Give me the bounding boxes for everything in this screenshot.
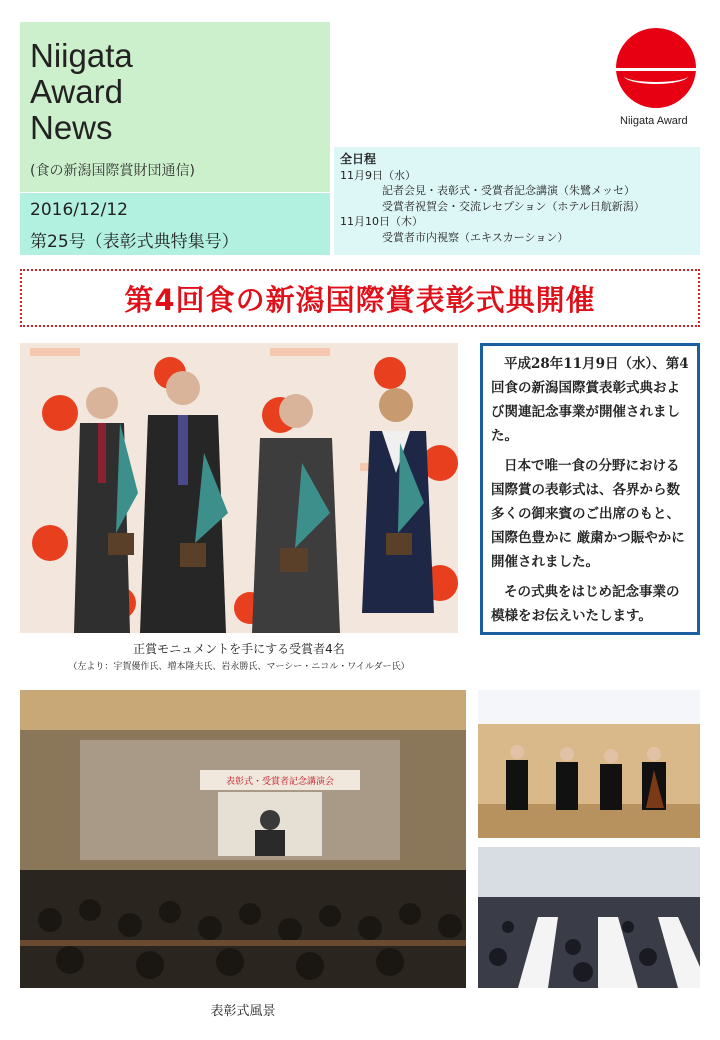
schedule-day1-item: 記者会見・表彰式・受賞者記念講演（朱鷺メッセ） [382,184,635,197]
article-paragraph: その式典をはじめ記念事業の模様をお伝えいたします。 [491,584,680,624]
schedule-day1-item: 受賞者祝賀会・交流レセプション（ホテル日航新潟） [382,199,645,213]
bottom-caption: 表彰式風景 [210,1004,276,1019]
article-paragraph: 平成28年11月9日（水）、第4回食の新潟国際賞表彰式典および関連記念事業が開催されました。 [491,356,689,444]
reception-illustration [478,847,700,988]
schedule-day2: 11月10日（木） [340,215,423,228]
issue-number: 第25号（表彰式典特集号） [30,232,239,252]
laureates-photo-illustration [20,343,458,633]
issue-date: 2016/12/12 [30,200,128,220]
schedule-day2-item: 受賞者市内視察（エキスカーション） [382,230,569,244]
headline: 第4回食の新潟国際賞表彰式典開催 [124,283,596,317]
schedule [340,152,645,245]
string-quartet-illustration [478,690,700,838]
logo-arc [624,68,688,84]
logo-text: Niigata Award [620,115,688,127]
article-box [480,343,700,635]
newsletter-subtitle: (食の新潟国際賞財団通信) [30,163,195,179]
hall-banner-text: 表彰式・受賞者記念講演会 [225,777,335,787]
schedule-heading: 全日程 [340,152,377,166]
photo-caption-names: （左より：宇賀優作氏、増本隆夫氏、岩永勝氏、マーシー・ニコル・ワイルダー氏） [68,662,410,672]
schedule-day1: 11月9日（水） [340,168,416,182]
laureates-photo [20,343,458,633]
string-quartet-photo [478,690,700,838]
ceremony-hall-photo [20,690,466,988]
reception-photo [478,847,700,988]
ceremony-hall-illustration [20,690,466,988]
newsletter-title: Niigata Award News [30,37,133,146]
article-paragraph: 日本で唯一食の分野における国際賞の表彰式は、各界から数多くの御来賓のご出席のもと、国際色豊かに 厳粛かつ賑やかに開催されました。 [491,458,685,570]
photo-caption: 正賞モニュメントを手にする受賞者4名 [133,642,345,656]
